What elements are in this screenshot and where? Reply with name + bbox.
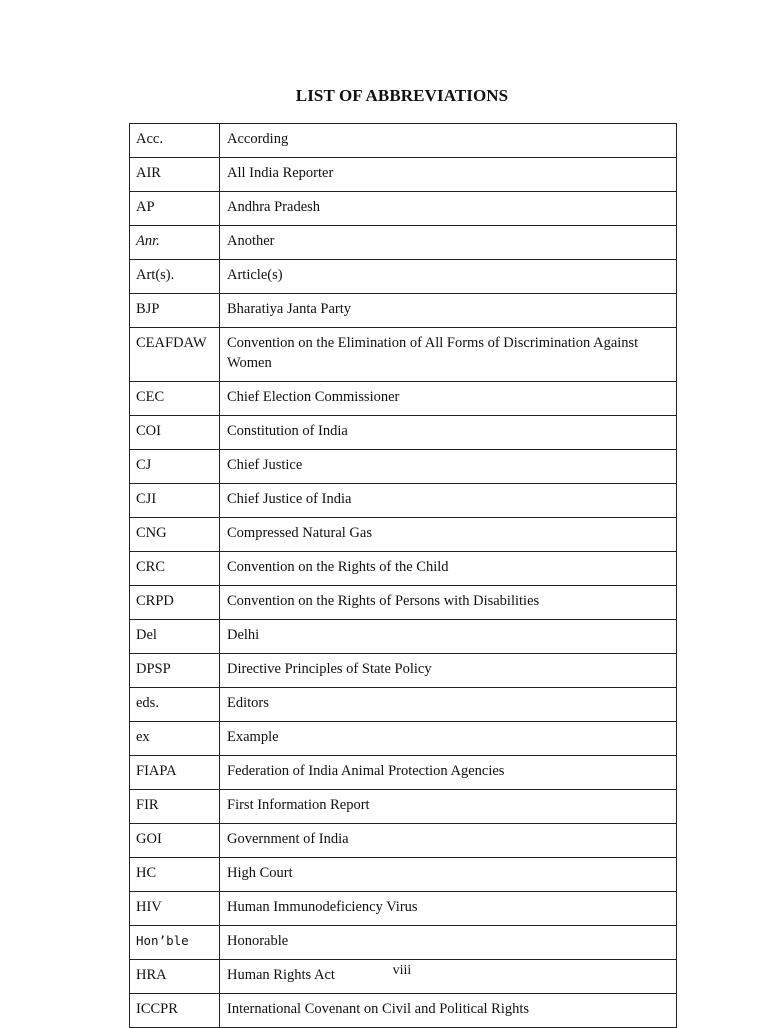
abbreviation-term: HIV [130,892,220,926]
table-row [130,790,677,824]
abbreviation-meaning: Directive Principles of State Policy [220,654,677,688]
abbreviation-meaning: Article(s) [220,260,677,294]
abbreviation-meaning: High Court [220,858,677,892]
abbreviation-meaning: According [220,124,677,158]
abbreviation-term: eds. [130,688,220,722]
abbreviation-term: Art(s). [130,260,220,294]
table-row [130,688,677,722]
abbreviation-term: CJ [130,450,220,484]
abbreviation-meaning: Federation of India Animal Protection Agencies [220,756,677,790]
table-row [130,858,677,892]
abbreviation-term: COI [130,416,220,450]
abbreviation-term: CEAFDAW [130,328,220,382]
abbreviation-term: FIAPA [130,756,220,790]
abbreviation-term: DPSP [130,654,220,688]
abbreviation-meaning: Human Immunodeficiency Virus [220,892,677,926]
abbreviation-meaning: First Information Report [220,790,677,824]
abbreviation-term: CEC [130,382,220,416]
abbreviation-meaning: Another [220,226,677,260]
abbreviation-meaning: All India Reporter [220,158,677,192]
table-row [130,382,677,416]
abbreviation-term: AP [130,192,220,226]
abbreviation-term: AIR [130,158,220,192]
abbreviation-meaning: Convention on the Elimination of All Forms of Discrimination Against Women [220,328,677,382]
table-row [130,260,677,294]
table-row [130,552,677,586]
table-row [130,892,677,926]
abbreviation-term: CRC [130,552,220,586]
abbreviation-meaning: Example [220,722,677,756]
abbreviation-meaning: Compressed Natural Gas [220,518,677,552]
abbreviations-table [129,123,677,1028]
abbreviation-term: FIR [130,790,220,824]
table-row [130,756,677,790]
abbreviation-term: GOI [130,824,220,858]
table-row [130,226,677,260]
abbreviation-meaning: Delhi [220,620,677,654]
abbreviation-term: HRA [130,960,220,994]
table-row [130,824,677,858]
table-row [130,926,677,960]
table-row [130,586,677,620]
abbreviation-term: Hon’ble [130,926,220,960]
abbreviation-meaning: Honorable [220,926,677,960]
table-row [130,654,677,688]
abbreviation-meaning: Convention on the Rights of the Child [220,552,677,586]
table-row [130,124,677,158]
abbreviation-term: ICCPR [130,994,220,1028]
table-row [130,722,677,756]
abbreviation-meaning: Chief Election Commissioner [220,382,677,416]
abbreviation-term: Anr. [130,226,220,260]
abbreviation-term: ex [130,722,220,756]
table-row [130,294,677,328]
abbreviation-meaning: Constitution of India [220,416,677,450]
table-row [130,994,677,1028]
page-title: LIST OF ABBREVIATIONS [295,86,509,105]
table-row [130,328,677,382]
abbreviation-meaning: Government of India [220,824,677,858]
abbreviation-term: Del [130,620,220,654]
table-row [130,416,677,450]
abbreviation-term: CJI [130,484,220,518]
table-row [130,484,677,518]
abbreviation-meaning: Editors [220,688,677,722]
abbreviation-term: CRPD [130,586,220,620]
abbreviation-meaning: Convention on the Rights of Persons with Disabilities [220,586,677,620]
table-row [130,518,677,552]
table-row [130,620,677,654]
abbreviation-term: HC [130,858,220,892]
abbreviation-meaning: Andhra Pradesh [220,192,677,226]
abbreviation-term: BJP [130,294,220,328]
abbreviation-meaning: International Covenant on Civil and Political Rights [220,994,677,1028]
abbreviation-meaning: Bharatiya Janta Party [220,294,677,328]
table-row [130,192,677,226]
abbreviation-term: CNG [130,518,220,552]
abbreviation-meaning: Chief Justice of India [220,484,677,518]
table-row [130,158,677,192]
abbreviation-meaning: Chief Justice [220,450,677,484]
table-row [130,450,677,484]
abbreviations-table-body [130,124,677,1028]
page-number: viii [392,963,412,978]
abbreviation-meaning: Human Rights Act [220,960,677,994]
abbreviation-term: Acc. [130,124,220,158]
